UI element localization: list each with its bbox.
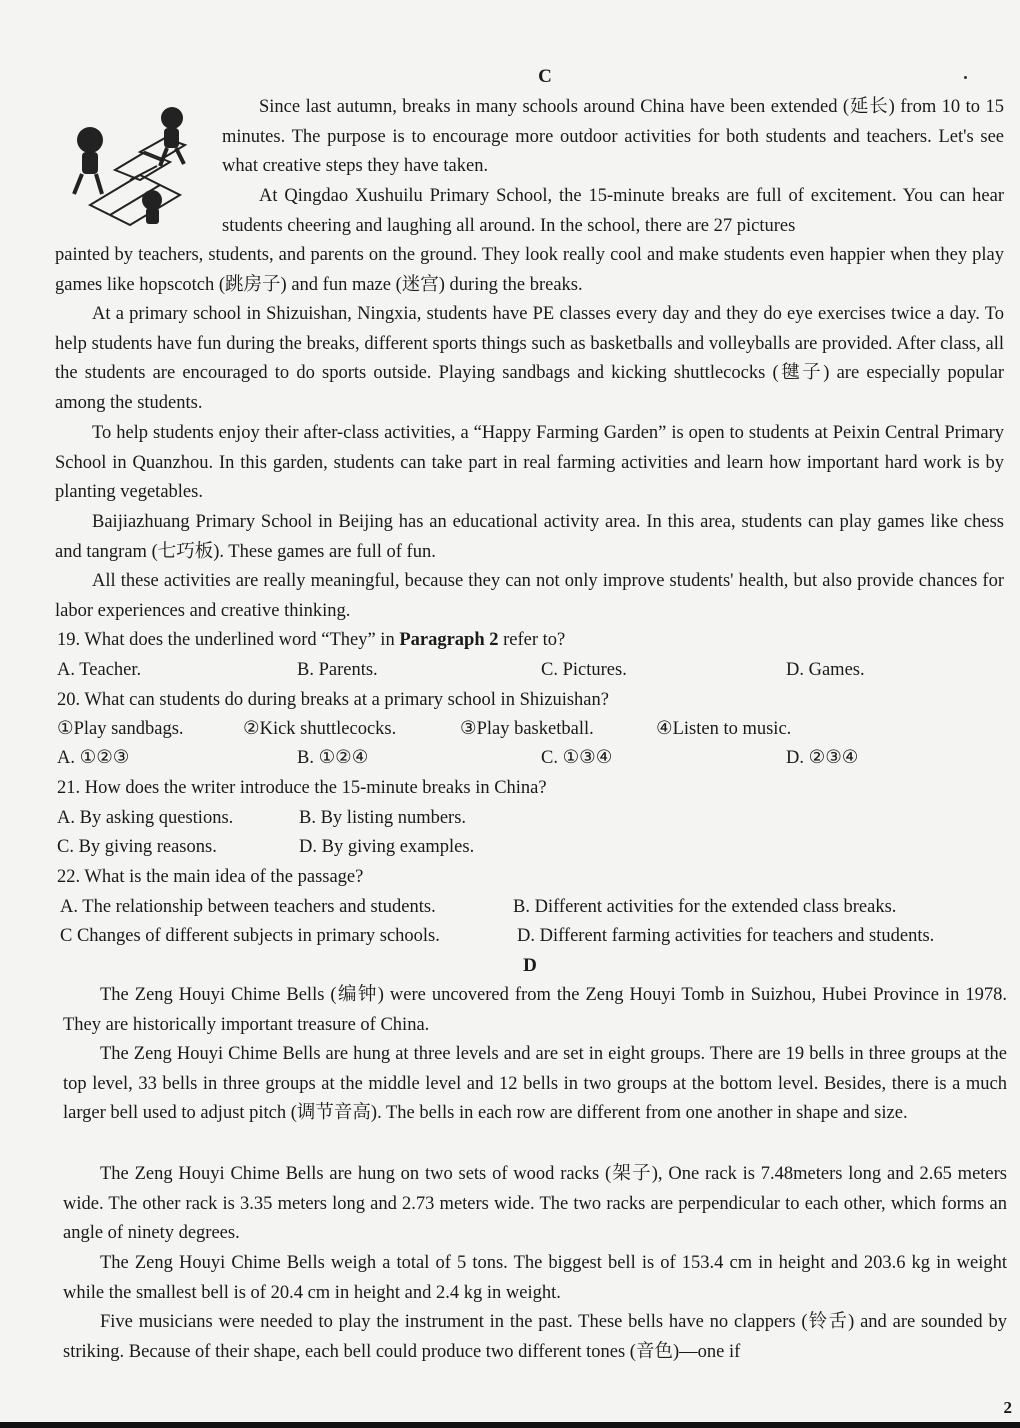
speck [964,76,967,79]
q22-option-b[interactable]: B. Different activities for the extended class breaks. [513,897,897,917]
q22-option-c[interactable]: C Changes of different subjects in primary schools. [60,926,440,946]
q20-option-b[interactable]: B. ①②④ [297,748,369,768]
scan-edge [0,1422,1020,1428]
q19-option-d[interactable]: D. Games. [786,660,865,680]
d-paragraph-1: The Zeng Houyi Chime Bells (编钟) were uncovered from the Zeng Houyi Tomb in Suizhou, Hubei Province in 1978. They are historically important treasure of China. [63,985,1007,1035]
question-20: 20. What can students do during breaks at a primary school in Shizuishan? [57,690,609,710]
q20-item-1: ①Play sandbags. [57,719,184,739]
q22-option-a[interactable]: A. The relationship between teachers and students. [60,897,436,917]
q20-option-c[interactable]: C. ①③④ [541,748,613,768]
q21-option-d[interactable]: D. By giving examples. [299,837,475,857]
c-paragraph-2b: painted by teachers, students, and parents on the ground. They look really cool and make students even happier when they play games like hopscotch (跳房子) and fun maze (迷宫) during the breaks. [55,245,1004,295]
q20-option-d[interactable]: D. ②③④ [786,748,859,768]
d-paragraph-4: The Zeng Houyi Chime Bells weigh a total of 5 tons. The biggest bell is of 153.4 cm in height and 203.6 kg in weight while the smallest bell is of 20.4 cm in height and 2.4 kg in weight. [63,1253,1007,1303]
q19-stem-bold: Paragraph 2 [399,630,499,650]
q22-option-d[interactable]: D. Different farming activities for teachers and students. [517,926,935,946]
q21-option-a[interactable]: A. By asking questions. [57,808,234,828]
hopscotch-illustration [60,100,210,230]
d-paragraph-5: Five musicians were needed to play the instrument in the past. These bells have no clappers (铃舌) and are sounded by striking. Because of their shape, each bell could produce two different tones (音色)—one if [63,1312,1007,1362]
question-22: 22. What is the main idea of the passage? [57,867,364,887]
section-c-title: C [538,66,552,87]
question-19 [57,626,565,656]
q21-option-c[interactable]: C. By giving reasons. [57,837,217,857]
d-paragraph-2: The Zeng Houyi Chime Bells are hung at three levels and are set in eight groups. There are 19 bells in three groups at the top level, 33 bells in three groups at the middle level and 12 bells in two groups at the bottom level. Besides, there is a much larger bell used to adjust pitch (调节音高). The bells in each row are different from one another in shape and size. [63,1044,1007,1124]
q19-option-a[interactable]: A. Teacher. [57,660,142,680]
q19-option-c[interactable]: C. Pictures. [541,660,627,680]
c-paragraph-2a: At Qingdao Xushuilu Primary School, the 15-minute breaks are full of excitement. You can hear students cheering and laughing all around. In the school, there are 27 pictures [222,186,1004,236]
q20-item-2: ②Kick shuttlecocks. [243,719,397,739]
q19-option-b[interactable]: B. Parents. [297,660,378,680]
q19-stem-start: 19. What does the underlined word “They” in [57,630,400,650]
c-paragraph-3: At a primary school in Shizuishan, Ningxia, students have PE classes every day and they do eye exercises twice a day. To help students have fun during the breaks, different sports things such as basketballs and volleyballs are provided. After class, all the students are encouraged to do sports outside. Playing sandbags and kicking shuttlecocks (毽子) are especially popular among the students. [55,304,1004,413]
q21-option-b[interactable]: B. By listing numbers. [299,808,467,828]
q19-stem-end: refer to? [498,630,566,650]
q20-item-3: ③Play basketball. [460,719,594,739]
c-paragraph-4: To help students enjoy their after-class activities, a “Happy Farming Garden” is open to students at Peixin Central Primary School in Quanzhou. In this garden, students can take part in real farming activities and learn how important hard work is by planting vegetables. [55,423,1004,503]
page-number: 2 [1003,1398,1012,1417]
section-d-title: D [523,955,537,976]
c-paragraph-1: Since last autumn, breaks in many schools around China have been extended (延长) from 10 to 15 minutes. The purpose is to encourage more outdoor activities for both students and teachers. Let's see what creative steps they have taken. [222,97,1004,177]
d-paragraph-3: The Zeng Houyi Chime Bells are hung on two sets of wood racks (架子), One rack is 7.48meters long and 2.65 meters wide. The other rack is 3.35 meters long and 2.73 meters wide. The two racks are perpendicular to each other, which forms an angle of ninety degrees. [63,1164,1007,1244]
q20-option-a[interactable]: A. ①②③ [57,748,130,768]
q20-item-4: ④Listen to music. [656,719,792,739]
c-paragraph-6: All these activities are really meaningful, because they can not only improve students' health, but also provide chances for labor experiences and creative thinking. [55,571,1004,621]
question-21: 21. How does the writer introduce the 15-minute breaks in China? [57,778,547,798]
c-paragraph-5: Baijiazhuang Primary School in Beijing has an educational activity area. In this area, students can play games like chess and tangram (七巧板). These games are full of fun. [55,512,1004,562]
